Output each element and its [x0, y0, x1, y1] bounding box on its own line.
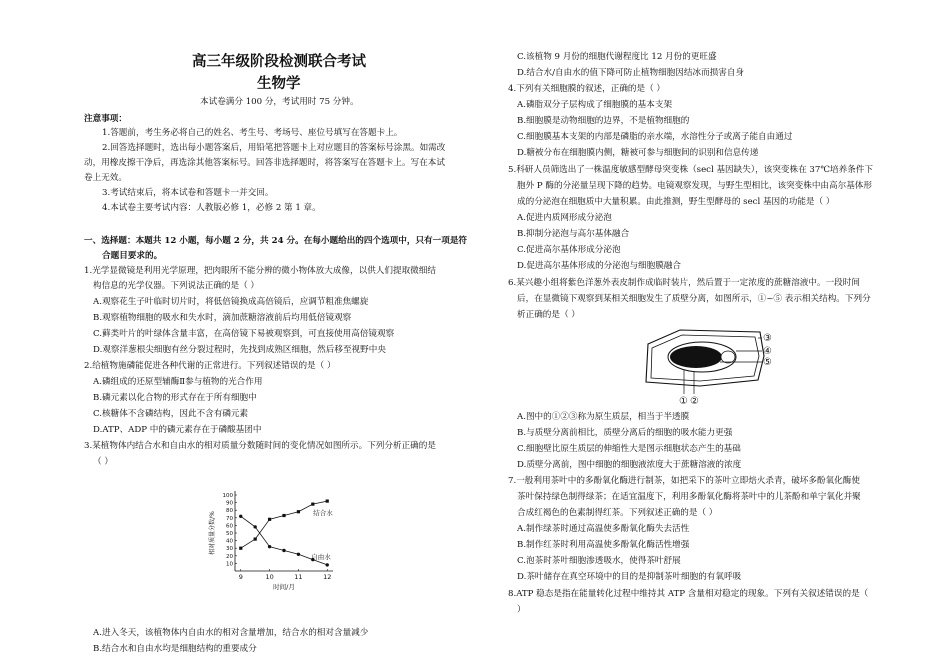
exam-info: 本试卷满分 100 分，考试用时 75 分钟。: [200, 97, 359, 107]
x-axis-label: 时间/月: [273, 583, 295, 591]
series-label-自由水: 自由水: [311, 552, 331, 561]
label-5: ⑤: [763, 357, 772, 368]
note-2a: 2.回答选择题时，选出每小题答案后，用铅笔把答题卡上对应题目的答案标号涂黑。如需改: [102, 143, 446, 153]
q6-stem-1: 6.某兴趣小组将紫色洋葱外表皮制作成临时装片，然后置于一定浓度的蔗糖溶液中。一段时间: [508, 278, 860, 288]
q4-option-d: D.糖被分布在细胞膜内侧，糖被可参与细胞间的识别和信息传递: [517, 148, 759, 158]
data-point-结合水: [254, 537, 257, 540]
subject-title: 生物学: [257, 75, 301, 92]
data-point-结合水: [326, 499, 329, 502]
data-point-自由水: [326, 563, 329, 566]
y-tick-label: 20: [226, 553, 233, 560]
data-point-结合水: [297, 510, 300, 513]
q5-stem-3: 成的分泌泡在细胞质中大量积累。由此推测，野生型酵母的 secl 基因的功能是（ ）: [517, 197, 835, 207]
q1-option-b: B.观察植物细胞的吸水和失水时，滴加蔗糖溶液前后均用低倍镜观察: [93, 313, 352, 323]
q5-option-c: C.促进高尔基体形成分泌泡: [517, 245, 621, 255]
q2-option-b: B.磷元素以化合物的形式存在于所有细胞中: [93, 393, 257, 403]
x-tick-label: 12: [323, 573, 332, 581]
q7-option-a: A.制作绿茶时通过高温使多酚氧化酶失去活性: [517, 524, 690, 534]
data-point-自由水: [297, 553, 300, 556]
data-point-结合水: [239, 547, 242, 550]
q4-option-a: A.磷脂双分子层构成了细胞膜的基本支架: [517, 100, 673, 110]
q8-stem-1: 8.ATP 稳态是指在能量转化过程中维持其 ATP 含量相对稳定的现象。下列有关叙述错误的是（: [508, 589, 869, 599]
plasmolysis-cell-diagram: [640, 326, 790, 410]
q6-option-b: B.与质壁分离前相比，质壁分离后的细胞的吸水能力更强: [517, 428, 733, 438]
y-tick-label: 70: [226, 515, 233, 522]
data-point-自由水: [268, 545, 271, 548]
note-3: 3.考试结束后，将本试卷和答题卡一并交回。: [102, 188, 274, 198]
data-point-自由水: [282, 549, 285, 552]
series-label-结合水: 结合水: [313, 509, 333, 518]
q3-stem-2: （ ）: [93, 457, 113, 467]
x-tick-label: 10: [265, 573, 274, 581]
note-2b: 动，用橡皮擦干净后，再选涂其他答案标号。回答非选择题时，将答案写在答题卡上。写在本试: [84, 158, 445, 168]
x-tick-label: 9: [238, 573, 243, 581]
label-3: ③: [763, 333, 772, 344]
section-heading-2: 合题目要求的。: [102, 251, 163, 261]
y-tick-label: 40: [226, 538, 233, 545]
q7-option-d: D.茶叶储存在真空环境中的目的是抑制茶叶细胞的有氧呼吸: [517, 572, 742, 582]
q7-stem-1: 7.一般利用茶叶中的多酚氧化酶进行制茶，如把采下的茶叶立即焙火杀青，破坏多酚氧化酶使: [508, 476, 860, 486]
x-tick-label: 11: [294, 573, 303, 581]
q6-option-a: A.图中的①②③称为原生质层，相当于半透膜: [517, 412, 690, 422]
q3-stem-1: 3.某植物体内结合水和自由水的相对质量分数随时间的变化情况如图所示。下列分析正确的是: [84, 441, 436, 451]
page-title: 高三年级阶段检测联合考试: [192, 53, 366, 70]
q5-option-b: B.抑制分泌泡与高尔基体融合: [517, 229, 630, 239]
y-tick-label: 50: [226, 531, 233, 537]
y-tick-label: 90: [226, 500, 233, 507]
q2-option-c: C.核糖体不含磷结构，因此不含有磷元素: [93, 409, 249, 419]
q1-option-a: A.观察花生子叶临时切片时，将低倍镜换成高倍镜后，应调节粗准焦螺旋: [93, 297, 369, 307]
nucleus: [721, 351, 735, 363]
data-point-自由水: [239, 515, 242, 518]
q2-option-d: D.ATP、ADP 中的磷元素存在于磷酸基团中: [93, 425, 262, 435]
q2-stem: 2.给植物施磷能促进各种代谢的正常进行。下列叙述错误的是（ ）: [84, 361, 336, 371]
q6-stem-3: 析正确的是（ ）: [517, 310, 580, 320]
data-point-结合水: [311, 503, 314, 506]
y-axis-label: 相对质量分数/%: [209, 511, 216, 555]
q7-option-b: B.制作红茶时利用高温使多酚氧化酶活性增强: [517, 540, 690, 550]
vacuole: [670, 346, 722, 368]
q5-stem-2: 胞外 P 酶的分泌量呈现下降的趋势。电镜观察发现，与野生型相比，该突变株中由高尔基体形: [517, 181, 872, 191]
y-tick-label: 60: [226, 523, 233, 530]
y-tick-label: 10: [226, 561, 233, 568]
q8-stem-2: ）: [517, 605, 526, 615]
q7-stem-2: 茶叶保持绿色制得绿茶；在适宜温度下，利用多酚氧化酶将茶叶中的儿茶酚和单宁氧化并聚: [517, 492, 861, 502]
section-heading-1: 一、选择题：本题共 12 小题，每小题 2 分，共 24 分。在每小题给出的四个选项中，只有一项是符: [84, 236, 468, 246]
q5-stem-1: 5.科研人员筛选出了一株温度敏感型酵母突变株（secl 基因缺失），该突变株在 37℃培养条件下: [508, 165, 873, 175]
note-2c: 卷上无效。: [84, 173, 127, 183]
q3-option-b: B.结合水和自由水均是细胞结构的重要成分: [93, 644, 257, 654]
water-content-chart: [205, 487, 345, 595]
q1-stem-2: 构信息的光学仪器。下列说法正确的是（ ）: [93, 281, 260, 291]
data-point-结合水: [268, 518, 271, 521]
q6-option-d: D.质壁分离前，图中细胞的细胞液浓度大于蔗糖溶液的浓度: [517, 460, 742, 470]
note-1: 1.答题前，考生务必将自己的姓名、考生号、考场号、座位号填写在答题卡上。: [102, 128, 403, 138]
q2-option-a: A.磷组成的还原型辅酶Ⅱ参与植物的光合作用: [93, 377, 263, 387]
q4-option-b: B.细胞膜是动物细胞的边界，不是植物细胞的: [517, 116, 690, 126]
q1-option-d: D.观察洋葱根尖细胞有丝分裂过程时，先找到成熟区细胞，然后移至视野中央: [93, 345, 386, 355]
q3-option-a: A.进入冬天，该植物体内自由水的相对含量增加，结合水的相对含量减少: [93, 628, 369, 638]
q5-option-a: A.促进内质网形成分泌泡: [517, 213, 612, 223]
y-tick-label: 100: [222, 493, 233, 499]
q3-option-c: C.该植物 9 月份的细胞代谢程度比 12 月份的更旺盛: [517, 52, 717, 62]
q5-option-d: D.促进高尔基体形成的分泌泡与细胞膜融合: [517, 261, 682, 271]
q1-stem-1: 1.光学显微镜是利用光学原理，把肉眼所不能分辨的微小物体放大成像，以供人们提取微细结: [84, 266, 436, 276]
note-4: 4.本试卷主要考试内容：人教版必修 1，必修 2 第 1 章。: [102, 203, 321, 213]
q6-option-c: C.细胞壁比原生质层的伸缩性大是图示细胞状态产生的基础: [517, 444, 741, 454]
q4-option-c: C.细胞膜基本支架的内部是磷脂的亲水端，水溶性分子或离子能自由通过: [517, 132, 793, 142]
data-point-自由水: [253, 525, 256, 528]
label-1: ①: [679, 396, 688, 407]
q7-stem-3: 合成红褐色的色素制得红茶。下列叙述正确的是（ ）: [517, 508, 718, 518]
q4-stem: 4.下列有关细胞膜的叙述，正确的是（ ）: [508, 84, 666, 94]
label-2: ②: [690, 396, 699, 407]
q1-option-c: C.藓类叶片的叶绿体含量丰富，在高倍镜下易被观察到，可直接使用高倍镜观察: [93, 329, 395, 339]
q3-option-d: D.结合水/自由水的值下降可防止植物细胞因结冰而损害自身: [517, 68, 745, 78]
notes-heading: 注意事项：: [84, 114, 127, 124]
data-point-结合水: [282, 514, 285, 517]
q6-stem-2: 后，在显微镜下观察到某相关细胞发生了质壁分离，如图所示，①~⑤ 表示相关结构。下列分: [517, 294, 871, 304]
q7-option-c: C.泡茶时茶叶细胞渗透吸水，使得茶叶舒展: [517, 556, 681, 566]
y-tick-label: 80: [226, 508, 233, 515]
y-tick-label: 30: [226, 546, 233, 553]
label-4: ④: [763, 346, 772, 357]
